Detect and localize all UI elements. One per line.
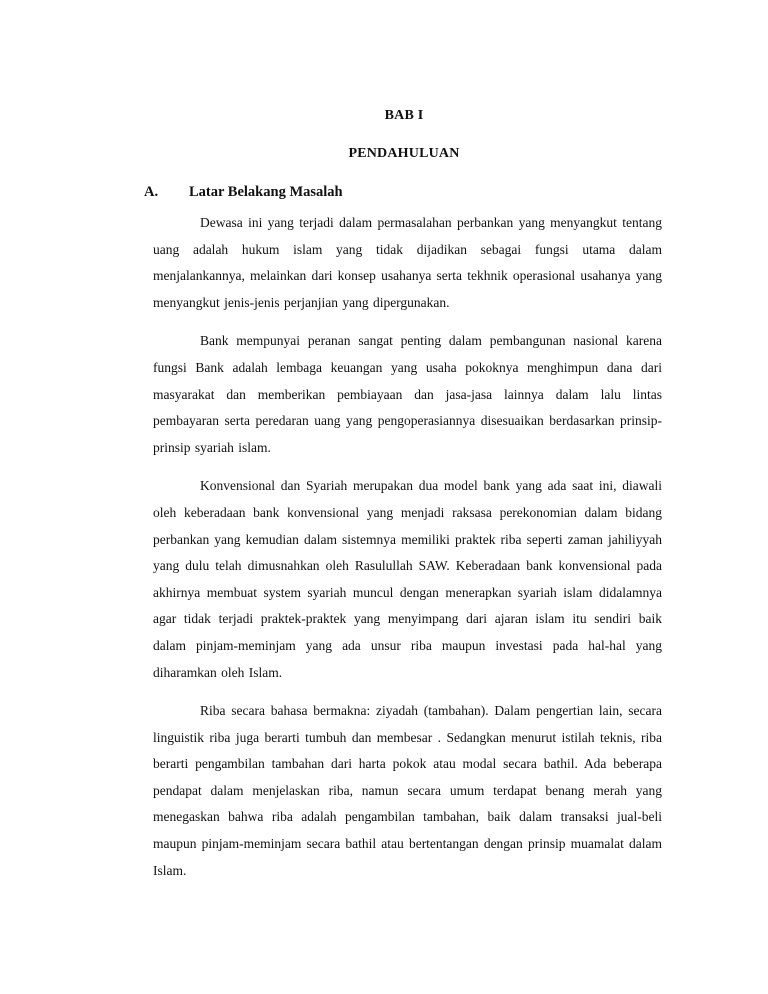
section-title: Latar Belakang Masalah [189,184,343,200]
chapter-title: PENDAHULUAN [348,146,460,161]
chapter-number: BAB I [384,108,424,123]
paragraph-4: Riba secara bahasa bermakna: ziyadah (tambahan). Dalam pengertian lain, secara linguistik riba juga berarti tumbuh dan membesar . Sedangkan menurut istilah teknis, riba berarti pengambilan tambahan dari harta pokok atau modal secara bathil. Ada beberapa pendapat dalam menjelaskan riba, namun secara umum terdapat benang merah yang menegaskan bahwa riba adalah pengambilan tambahan, baik dalam transaksi jual-beli maupun pinjam-meminjam secara bathil atau bertentangan dengan prinsip muamalat dalam Islam. [153,703,662,878]
section-number: A. [144,184,159,200]
section-heading [144,184,343,201]
paragraph-2: Bank mempunyai peranan sangat penting dalam pembangunan nasional karena fungsi Bank adalah lembaga keuangan yang usaha pokoknya menghimpun dana dari masyarakat dan memberikan pembiayaan dan jasa-jasa lainnya dalam lalu lintas pembayaran serta peredaran uang yang pengoperasiannya disesuaikan berdasarkan prinsip-prinsip syariah islam. [153,333,662,455]
body-text [153,210,662,896]
paragraph-1: Dewasa ini yang terjadi dalam permasalahan perbankan yang menyangkut tentang uang adalah hukum islam yang tidak dijadikan sebagai fungsi utama dalam menjalankannya, melainkan dari konsep usahanya serta tekhnik operasional usahanya yang menyangkut jenis-jenis perjanjian yang dipergunakan. [153,215,662,310]
paragraph-3: Konvensional dan Syariah merupakan dua model bank yang ada saat ini, diawali oleh keberadaan bank konvensional yang menjadi raksasa perekonomian dalam bidang perbankan yang kemudian dalam sistemnya memiliki praktek riba seperti zaman jahiliyyah yang dulu telah dimusnahkan oleh Rasulullah SAW. Keberadaan bank konvensional pada akhirnya membuat system syariah muncul dengan menerapkan syariah islam didalamnya agar tidak terjadi praktek-praktek yang menyimpang dari ajaran islam itu sendiri baik dalam pinjam-meminjam yang ada unsur riba maupun investasi pada hal-hal yang diharamkan oleh Islam. [153,478,662,680]
